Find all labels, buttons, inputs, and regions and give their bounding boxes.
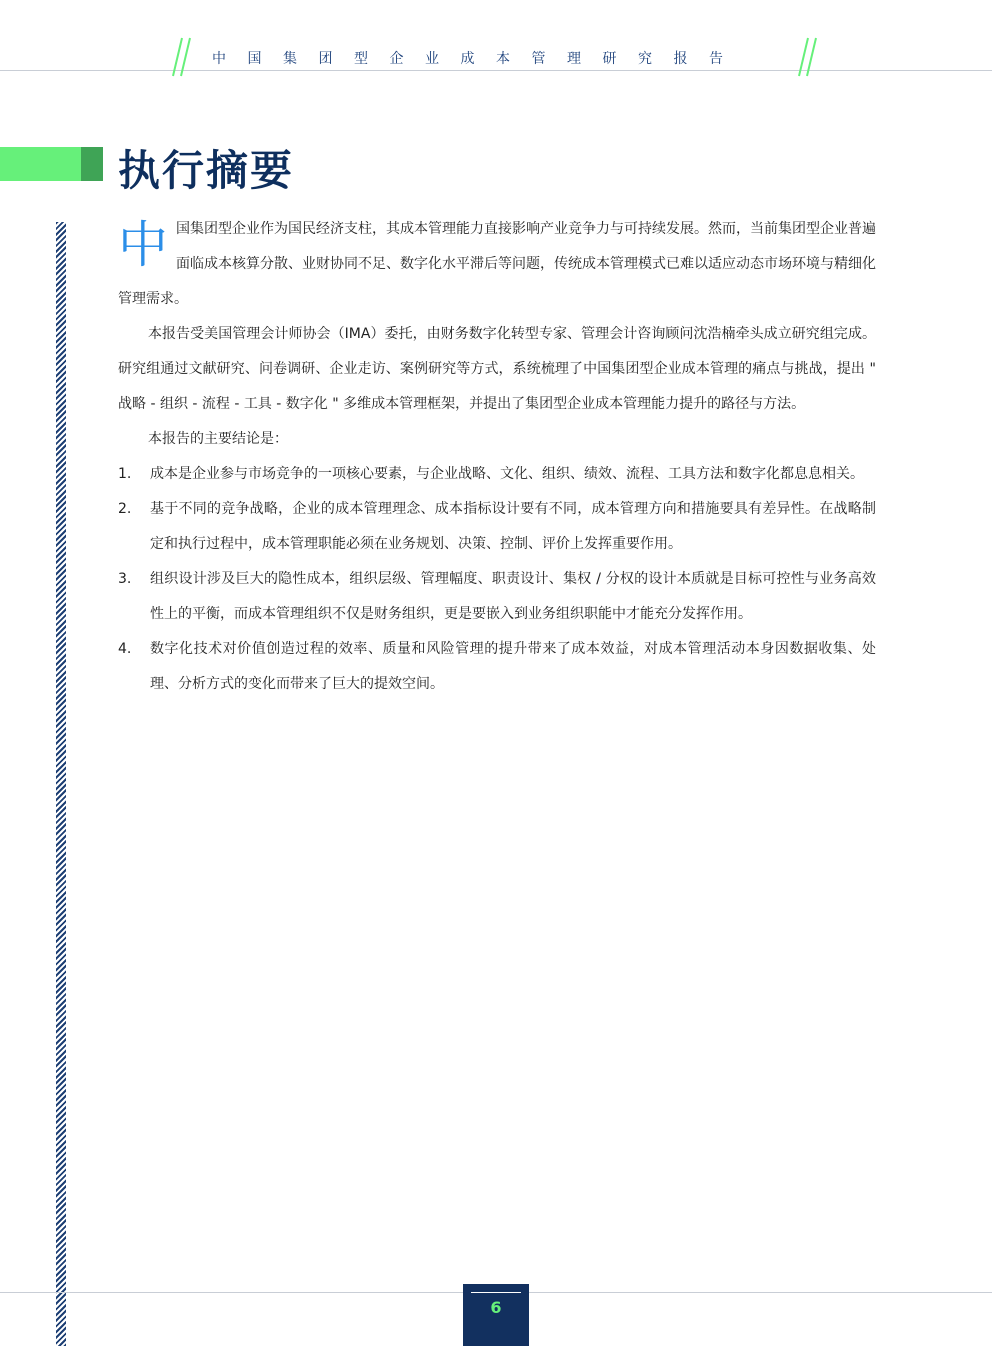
list-text: 数字化技术对价值创造过程的效率、质量和风险管理的提升带来了成本效益，对成本管理活动本身因数据收集、处理、分析方式的变化而带来了巨大的提效空间。 bbox=[150, 641, 876, 692]
commission-paragraph: 本报告受美国管理会计师协会（IMA）委托，由财务数字化转型专家、管理会计咨询顾问沈浩楠牵头成立研究组完成。研究组通过文献研究、问卷调研、企业走访、案例研究等方式，系统梳理了中国集团型企业成本管理的痛点与挑战，提出 " 战略 - 组织 - 流程 - 工具 - 数字化 " 多维成本管理框架，并提出了集团型企业成本管理能力提升的路径与方法。 bbox=[118, 326, 876, 412]
conclusions-lead: 本报告的主要结论是： bbox=[148, 431, 288, 447]
list-number: 2. bbox=[118, 501, 132, 517]
section-title: 执行摘要 bbox=[118, 146, 295, 195]
list-text: 基于不同的竞争战略，企业的成本管理理念、成本指标设计要有不同，成本管理方向和措施要具有差异性。在战略制定和执行过程中，成本管理职能必须在业务规划、决策、控制、评价上发挥重要作用。 bbox=[150, 501, 876, 552]
page-number: 6 bbox=[490, 1298, 502, 1317]
list-text: 成本是企业参与市场竞争的一项核心要素，与企业战略、文化、组织、绩效、流程、工具方法和数字化都息息相关。 bbox=[150, 466, 864, 482]
list-item bbox=[118, 562, 876, 632]
list-text: 组织设计涉及巨大的隐性成本，组织层级、管理幅度、职责设计、集权 / 分权的设计本质就是目标可控性与业务高效性上的平衡，而成本管理组织不仅是财务组织，更是要嵌入到业务组织职能中才能充分发挥作用。 bbox=[150, 571, 876, 622]
header-divider bbox=[0, 70, 992, 71]
side-hatched-stripe bbox=[56, 222, 66, 1346]
list-item bbox=[118, 492, 876, 562]
list-number: 4. bbox=[118, 641, 132, 657]
conclusions-list bbox=[118, 457, 876, 702]
list-number: 3. bbox=[118, 571, 132, 587]
intro-paragraph bbox=[118, 212, 876, 317]
list-item bbox=[118, 457, 876, 492]
intro-text: 国集团型企业作为国民经济支柱，其成本管理能力直接影响产业竞争力与可持续发展。然而，当前集团型企业普遍面临成本核算分散、业财协同不足、数字化水平滞后等问题，传统成本管理模式已难以适应动态市场环境与精细化管理需求。 bbox=[118, 221, 876, 307]
title-accent-bar bbox=[0, 147, 81, 181]
page-box-rule bbox=[471, 1292, 521, 1293]
title-accent-block bbox=[81, 147, 103, 181]
report-header-title: 中国集团型企业成本管理研究报告 bbox=[212, 51, 745, 67]
executive-summary-body bbox=[118, 212, 876, 702]
page-number-box bbox=[463, 1284, 529, 1346]
double-slash-decoration-right bbox=[790, 36, 820, 78]
double-slash-decoration-left bbox=[170, 36, 200, 78]
list-item bbox=[118, 632, 876, 702]
list-number: 1. bbox=[118, 466, 132, 482]
dropcap: 中 bbox=[118, 216, 168, 274]
